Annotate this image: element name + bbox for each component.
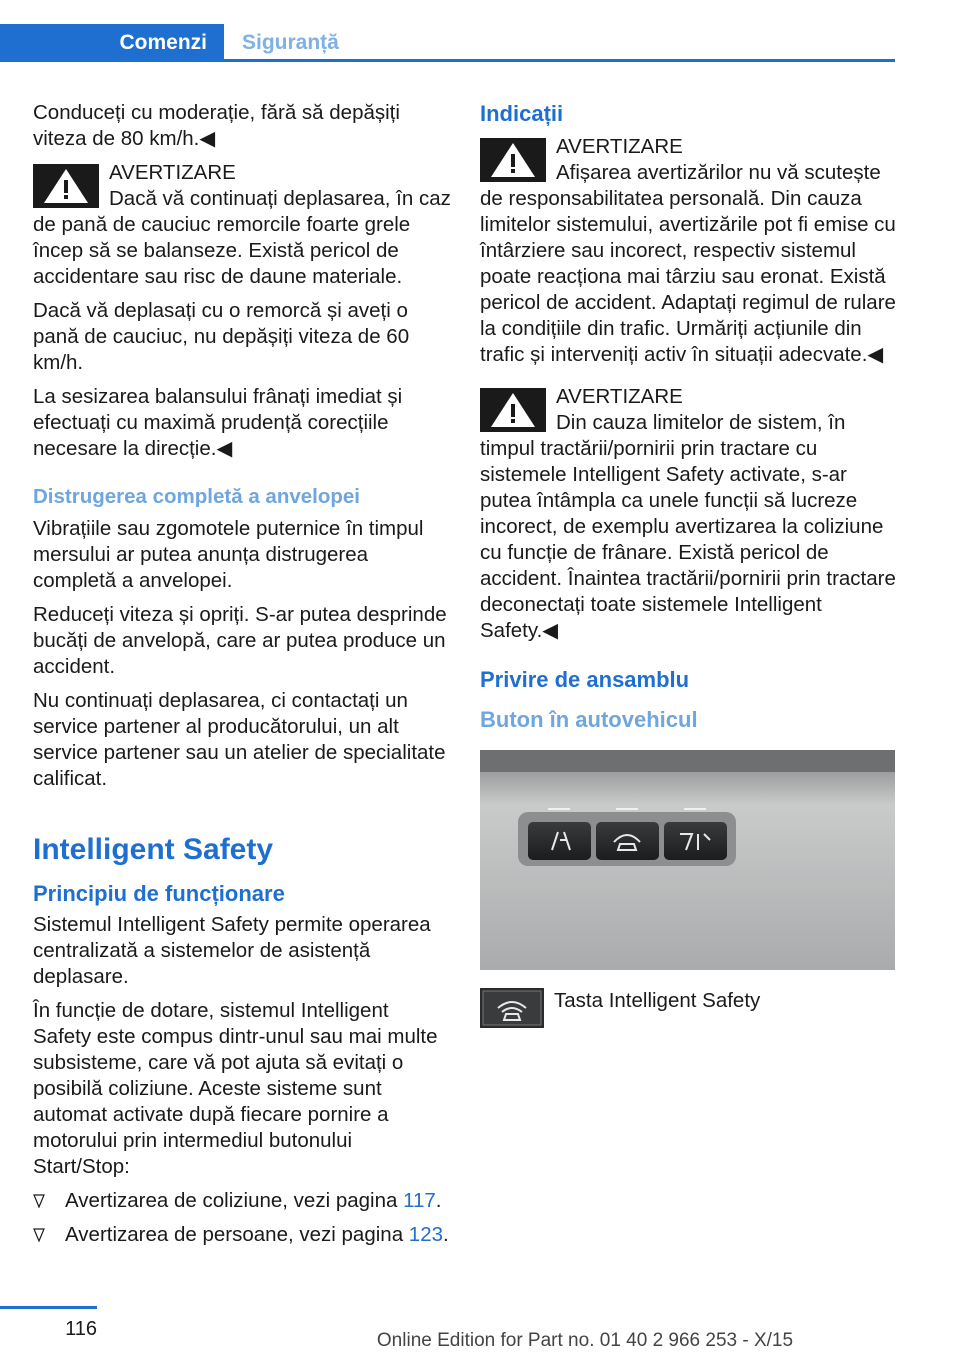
page-link[interactable]: 117: [403, 1189, 436, 1212]
warning-text: Afișarea avertizărilor nu vă scutește de responsabilitatea personală. Din cauza limitelor sistemului, avertizările pot fi emise cu întârziere sau incorect, respectiv sistemul poate reacționa mai târziu sau eronat. Există pericol de accident. Adaptați regimul de rulare la condițiile din trafic. Urmăriți acțiunile din trafic și interveniți activ în situații adecvate.◀: [480, 161, 896, 366]
key-label: Tasta Intelligent Safety: [554, 989, 761, 1012]
warning-title: AVERTIZARE: [556, 135, 683, 158]
edition-text: Online Edition for Part no. 01 40 2 966 253 - X/15: [376, 1330, 794, 1351]
warning-title: AVERTIZARE: [109, 161, 236, 184]
section-title: Intelligent Safety: [33, 833, 274, 866]
paragraph: Conduceți cu moderație, fără să depășiți viteza de 80 km/h.◀: [33, 101, 400, 150]
warning-text: Dacă vă continuați deplasarea, în caz de pană de cauciuc remorcile foarte grele încep să se balanseze. Există pericol de accidentare sau risc de daune materiale.: [33, 187, 451, 288]
warning-block: [480, 384, 898, 644]
bullet-list: [33, 1188, 451, 1248]
list-item: Avertizarea de coliziune, vezi pagina 117.: [33, 1188, 451, 1214]
warning-title: AVERTIZARE: [556, 385, 683, 408]
tab-comenzi[interactable]: Comenzi: [0, 24, 224, 61]
paragraph: Sistemul Intelligent Safety permite operarea centralizată a sistemelor de asistență deplasare.: [33, 913, 431, 988]
paragraph: Nu continuați deplasarea, ci contactați un service partener al producătorului, un alt service partener sau un atelier de specialitate calificat.: [33, 689, 446, 790]
paragraph: La sesizarea balansului frânați imediat și efectuați cu maximă prudență corecțiile necesare la direcție.◀: [33, 385, 403, 460]
triangle-bullet-icon: [33, 1228, 45, 1242]
paragraph: Vibrațiile sau zgomotele puternice în timpul mersului ar putea anunța distrugerea completă a anvelopei.: [33, 517, 424, 592]
warning-block: [33, 160, 451, 290]
paragraph: Reduceți viteza și opriți. S-ar putea desprinde bucăți de anvelopă, care ar putea produce un accident.: [33, 603, 447, 678]
paragraph: Dacă vă deplasați cu o remorcă și aveți o pană de cauciuc, nu depășiți viteza de 60 km/h.: [33, 299, 410, 374]
subheading: Distrugerea completă a anvelopei: [33, 485, 360, 508]
triangle-bullet-icon: [33, 1194, 45, 1208]
page-link[interactable]: 123: [408, 1223, 444, 1246]
warning-icon: [480, 138, 546, 182]
paragraph: În funcție de dotare, sistemul Intelligent Safety este compus dintr-unul sau mai multe subsisteme, care vă pot ajuta să evitați o posibilă coliziune. Aceste sisteme sunt automat activate după fiecare pornire a motorului prin intermediul butonului Start/Stop:: [33, 999, 438, 1178]
warning-text: Din cauza limitelor de sistem, în timpul tractării/pornirii prin tractare cu sistemele Intelligent Safety activate, s-ar putea întâmpla ca unele funcții să lucreze incorect, de exemplu avertizarea la coliziune cu funcție de frânare. Există pericol de accident. Înaintea tractării/pornirii prin tractare deconectați toate sistemele Intelligent Safety.◀: [480, 411, 896, 642]
page-header: [0, 0, 895, 62]
tab-siguranta[interactable]: Siguranță: [242, 31, 339, 54]
footer: [0, 1330, 960, 1352]
list-item: Avertizarea de persoane, vezi pagina 123.: [33, 1222, 451, 1248]
page-number-rule: [0, 1306, 97, 1309]
left-column: [33, 100, 451, 1256]
right-column: [480, 100, 898, 1034]
warning-icon: [480, 388, 546, 432]
subheading: Buton în autovehicul: [480, 707, 698, 732]
warning-block: [480, 134, 898, 368]
page-number: 116: [65, 1318, 97, 1340]
section-subtitle: Indicații: [480, 101, 564, 126]
intelligent-safety-key-icon: [480, 988, 544, 1028]
section-subtitle: Principiu de funcționare: [33, 881, 285, 906]
key-legend: [480, 988, 898, 1034]
button-panel-photo: [480, 750, 895, 970]
warning-icon: [33, 164, 99, 208]
section-subtitle: Privire de ansamblu: [480, 667, 690, 692]
header-rule: [0, 59, 895, 62]
